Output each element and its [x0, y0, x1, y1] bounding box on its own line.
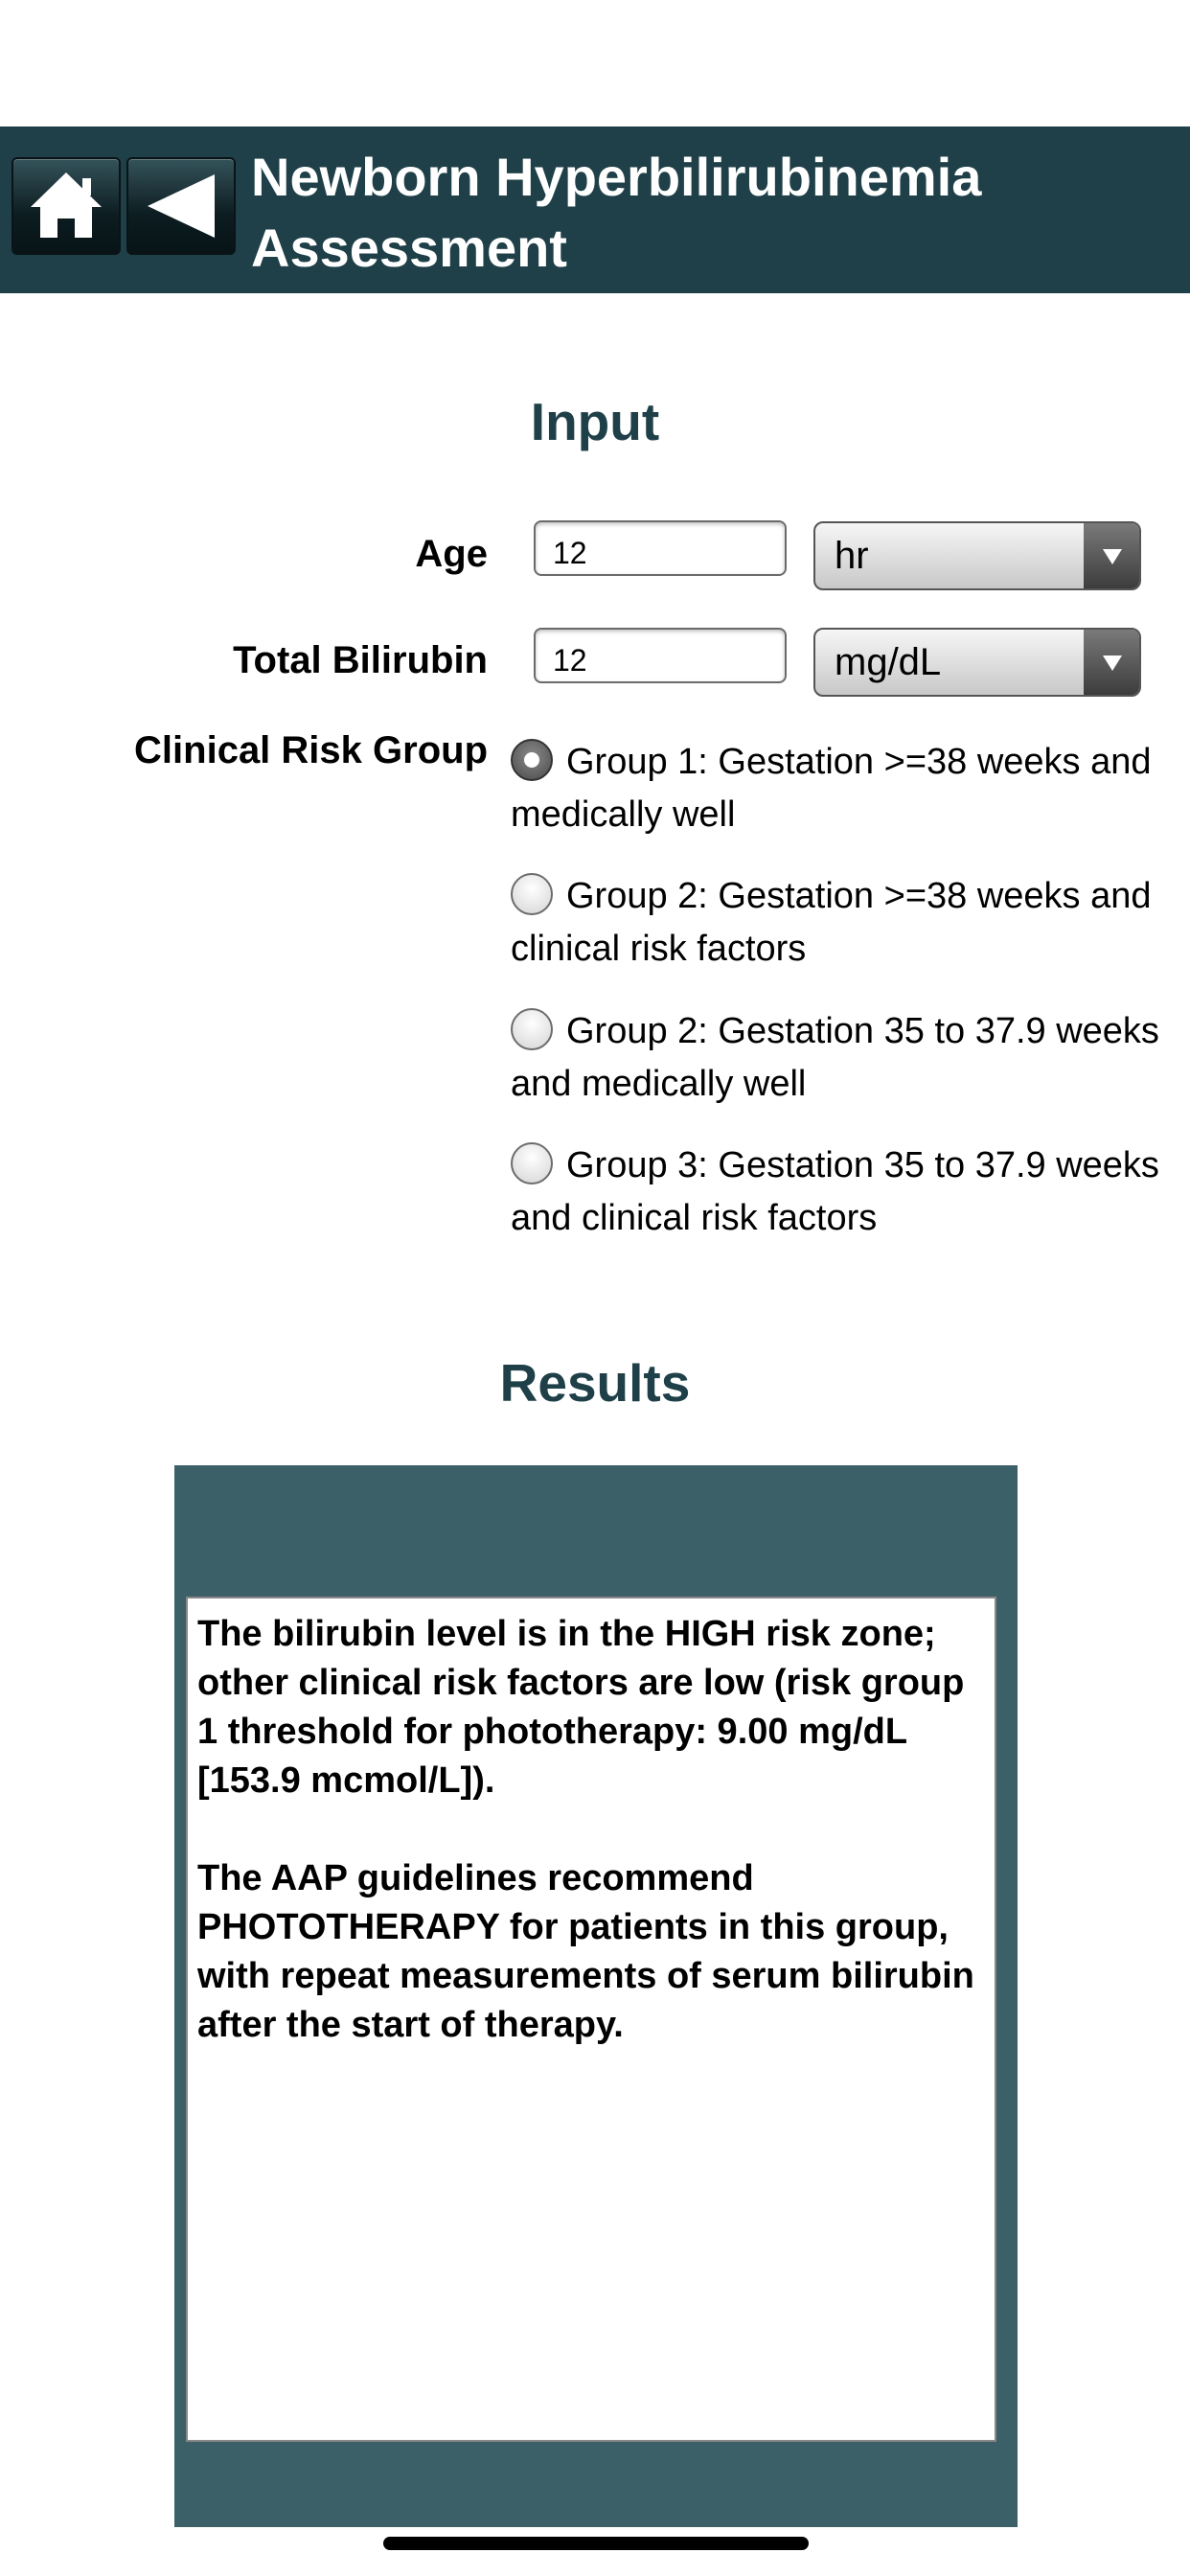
back-button[interactable]: [126, 157, 236, 255]
risk-group-label: Clinical Risk Group: [134, 729, 488, 771]
risk-option-label: Group 3: Gestation 35 to 37.9 weeks and clinical risk factors: [511, 1145, 1159, 1238]
results-panel: [174, 1465, 1018, 2527]
app-header: [0, 126, 1190, 293]
chevron-down-icon: [1084, 523, 1139, 588]
back-arrow-icon: [128, 159, 234, 253]
risk-option-label: Group 2: Gestation >=38 weeks and clinical risk factors: [511, 876, 1152, 969]
bilirubin-input[interactable]: 12: [534, 628, 787, 683]
risk-option-label: Group 1: Gestation >=38 weeks and medically well: [511, 742, 1152, 835]
results-text-box: [186, 1597, 996, 2442]
radio-button[interactable]: [511, 873, 553, 915]
bilirubin-unit-value: mg/dL: [835, 641, 942, 683]
age-label: Age: [415, 533, 488, 575]
age-unit-value: hr: [835, 535, 869, 577]
radio-button[interactable]: [511, 1008, 553, 1050]
risk-option-label: Group 2: Gestation 35 to 37.9 weeks and medically well: [511, 1011, 1159, 1104]
input-section-title: Input: [530, 392, 660, 451]
home-button[interactable]: [11, 157, 121, 255]
risk-option-3[interactable]: [511, 1005, 1162, 1111]
bilirubin-unit-select[interactable]: [813, 628, 1141, 697]
radio-button-selected[interactable]: [511, 739, 553, 781]
risk-option-4[interactable]: [511, 1139, 1162, 1245]
results-paragraph-risk: The bilirubin level is in the HIGH risk zone; other clinical risk factors are low (risk group 1 threshold for phototherapy: 9.00 mg/dL [153.9 mcmol/L]).: [197, 1614, 965, 1801]
radio-button[interactable]: [511, 1142, 553, 1184]
risk-option-2[interactable]: [511, 870, 1162, 976]
risk-option-1[interactable]: [511, 736, 1162, 841]
results-paragraph-recommendation: The AAP guidelines recommend PHOTOTHERAPY for patients in this group, with repeat measurements of serum bilirubin after the start of therapy.: [197, 1858, 974, 2045]
page-title: Newborn Hyperbilirubinemia Assessment: [251, 147, 982, 278]
results-section-title: Results: [499, 1353, 691, 1413]
age-input[interactable]: 12: [534, 520, 787, 576]
bilirubin-label: Total Bilirubin: [233, 639, 488, 681]
home-icon: [13, 159, 119, 253]
home-indicator[interactable]: [383, 2537, 809, 2550]
age-unit-select[interactable]: [813, 521, 1141, 590]
chevron-down-icon: [1084, 630, 1139, 695]
